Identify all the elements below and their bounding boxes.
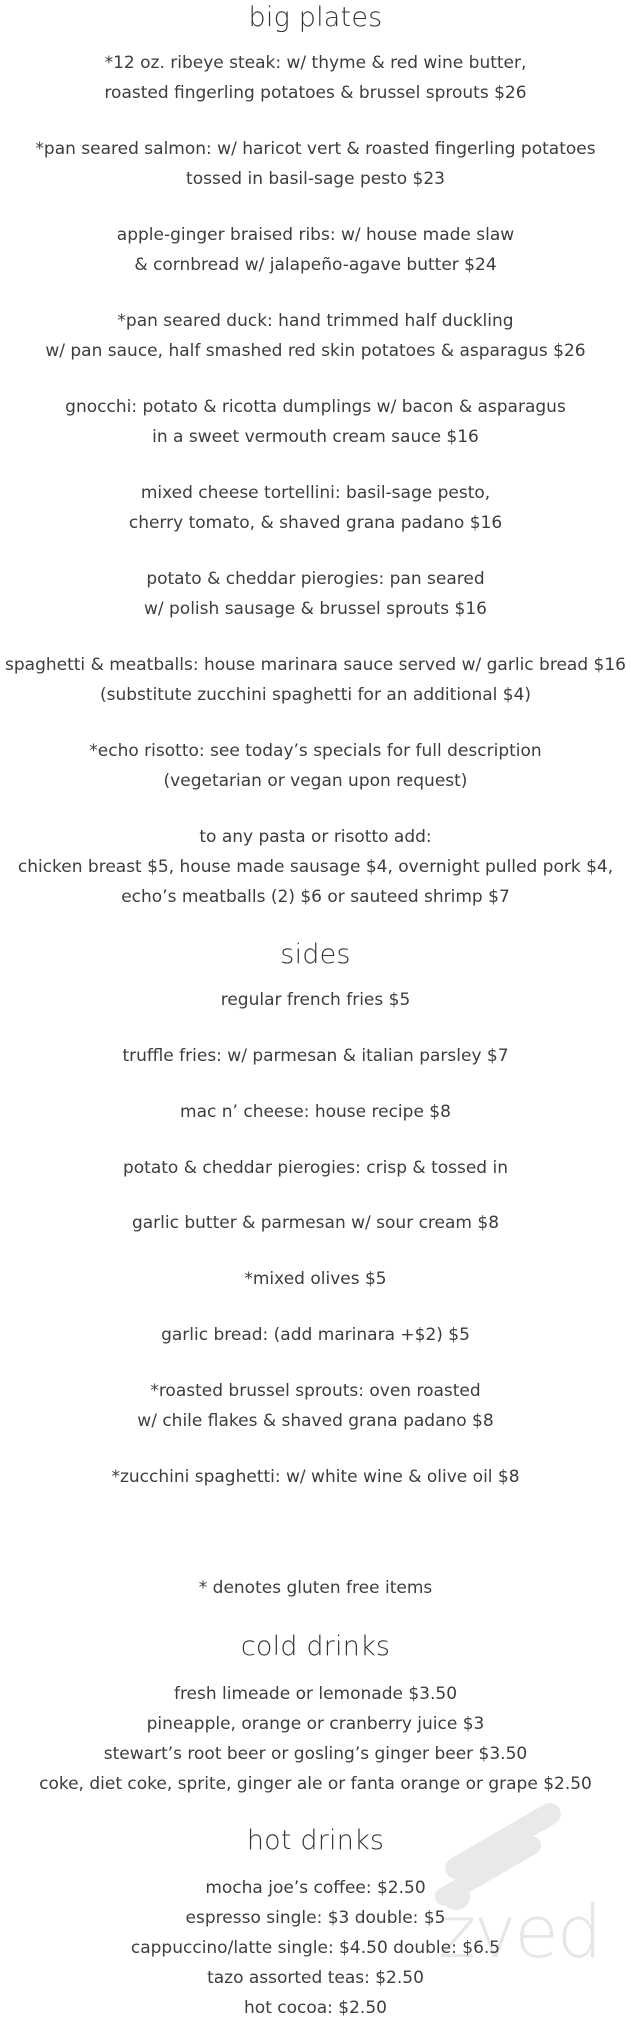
menu-item-line: potato & cheddar pierogies: crisp & tossed in: [122, 1158, 509, 1178]
menu-item-line: echo’s meatballs (2) $6 or sauteed shrimp $7: [121, 887, 510, 907]
menu-item-line: hot cocoa: $2.50: [244, 1998, 387, 2018]
menu-item-line: *12 oz. ribeye steak: w/ thyme & red wine butter,: [104, 53, 527, 73]
menu-item-line: w/ chile flakes & shaved grana padano $8: [137, 1411, 494, 1431]
menu-item-line: apple-ginger braised ribs: w/ house made slaw: [116, 225, 515, 245]
menu-item-line: to any pasta or risotto add:: [199, 827, 432, 847]
menu-item-line: cappuccino/latte single: $4.50 double: $6.5: [130, 1938, 501, 1958]
menu-item-line: garlic bread: (add marinara +$2) $5: [161, 1325, 470, 1345]
menu-item-line: tazo assorted teas: $2.50: [207, 1968, 424, 1988]
menu-item-line: *roasted brussel sprouts: oven roasted: [150, 1381, 481, 1401]
section-heading-big-plates: big plates: [248, 2, 383, 33]
section-heading-hot-drinks: hot drinks: [246, 1825, 385, 1856]
menu-item-line: gnocchi: potato & ricotta dumplings w/ bacon & asparagus: [65, 397, 566, 417]
menu-item-line: truffle fries: w/ parmesan & italian parsley $7: [122, 1046, 509, 1066]
menu-item-line: espresso single: $3 double: $5: [185, 1908, 446, 1928]
menu-item-line: regular french fries $5: [220, 990, 411, 1010]
menu-item-line: stewart’s root beer or gosling’s ginger beer $3.50: [103, 1744, 528, 1764]
menu-item-line: chicken breast $5, house made sausage $4, overnight pulled pork $4,: [17, 857, 614, 877]
menu-item-line: w/ pan sauce, half smashed red skin potatoes & asparagus $26: [45, 341, 586, 361]
gluten-free-note: * denotes gluten free items: [198, 1578, 433, 1598]
menu-item-line: mac n’ cheese: house recipe $8: [180, 1102, 451, 1122]
menu-item-line: garlic butter & parmesan w/ sour cream $8: [131, 1213, 500, 1233]
menu-item-line: *pan seared salmon: w/ haricot vert & roasted fingerling potatoes: [35, 139, 596, 159]
menu-item-line: tossed in basil-sage pesto $23: [186, 169, 445, 189]
menu-item-line: (substitute zucchini spaghetti for an additional $4): [99, 685, 532, 705]
menu-item-line: mixed cheese tortellini: basil-sage pesto,: [140, 483, 491, 503]
menu-item-line: *mixed olives $5: [244, 1269, 387, 1289]
menu-item-line: potato & cheddar pierogies: pan seared: [146, 569, 485, 589]
menu-item-line: coke, diet coke, sprite, ginger ale or fanta orange or grape $2.50: [39, 1774, 592, 1794]
menu-item-line: spaghetti & meatballs: house marinara sauce served w/ garlic bread $16: [5, 655, 626, 675]
menu-item-line: cherry tomato, & shaved grana padano $16: [128, 513, 503, 533]
menu-item-line: *echo risotto: see today’s specials for full description: [89, 741, 542, 761]
menu-item-line: w/ polish sausage & brussel sprouts $16: [143, 599, 487, 619]
section-heading-cold-drinks: cold drinks: [240, 1631, 391, 1662]
menu-item-line: *zucchini spaghetti: w/ white wine & olive oil $8: [111, 1467, 520, 1487]
menu-item-line: pineapple, orange or cranberry juice $3: [146, 1714, 485, 1734]
menu-item-line: in a sweet vermouth cream sauce $16: [152, 427, 479, 447]
menu-item-line: *pan seared duck: hand trimmed half duckling: [117, 311, 514, 331]
menu-item-line: roasted fingerling potatoes & brussel sprouts $26: [104, 83, 527, 103]
menu-item-line: & cornbread w/ jalapeño-agave butter $24: [134, 255, 497, 275]
menu-item-line: (vegetarian or vegan upon request): [163, 771, 468, 791]
section-heading-sides: sides: [280, 939, 351, 970]
menu-item-line: fresh limeade or lemonade $3.50: [173, 1684, 458, 1704]
zomato-watermark-text: zved: [438, 1890, 601, 1974]
menu-item-line: mocha joe’s coffee: $2.50: [205, 1878, 426, 1898]
